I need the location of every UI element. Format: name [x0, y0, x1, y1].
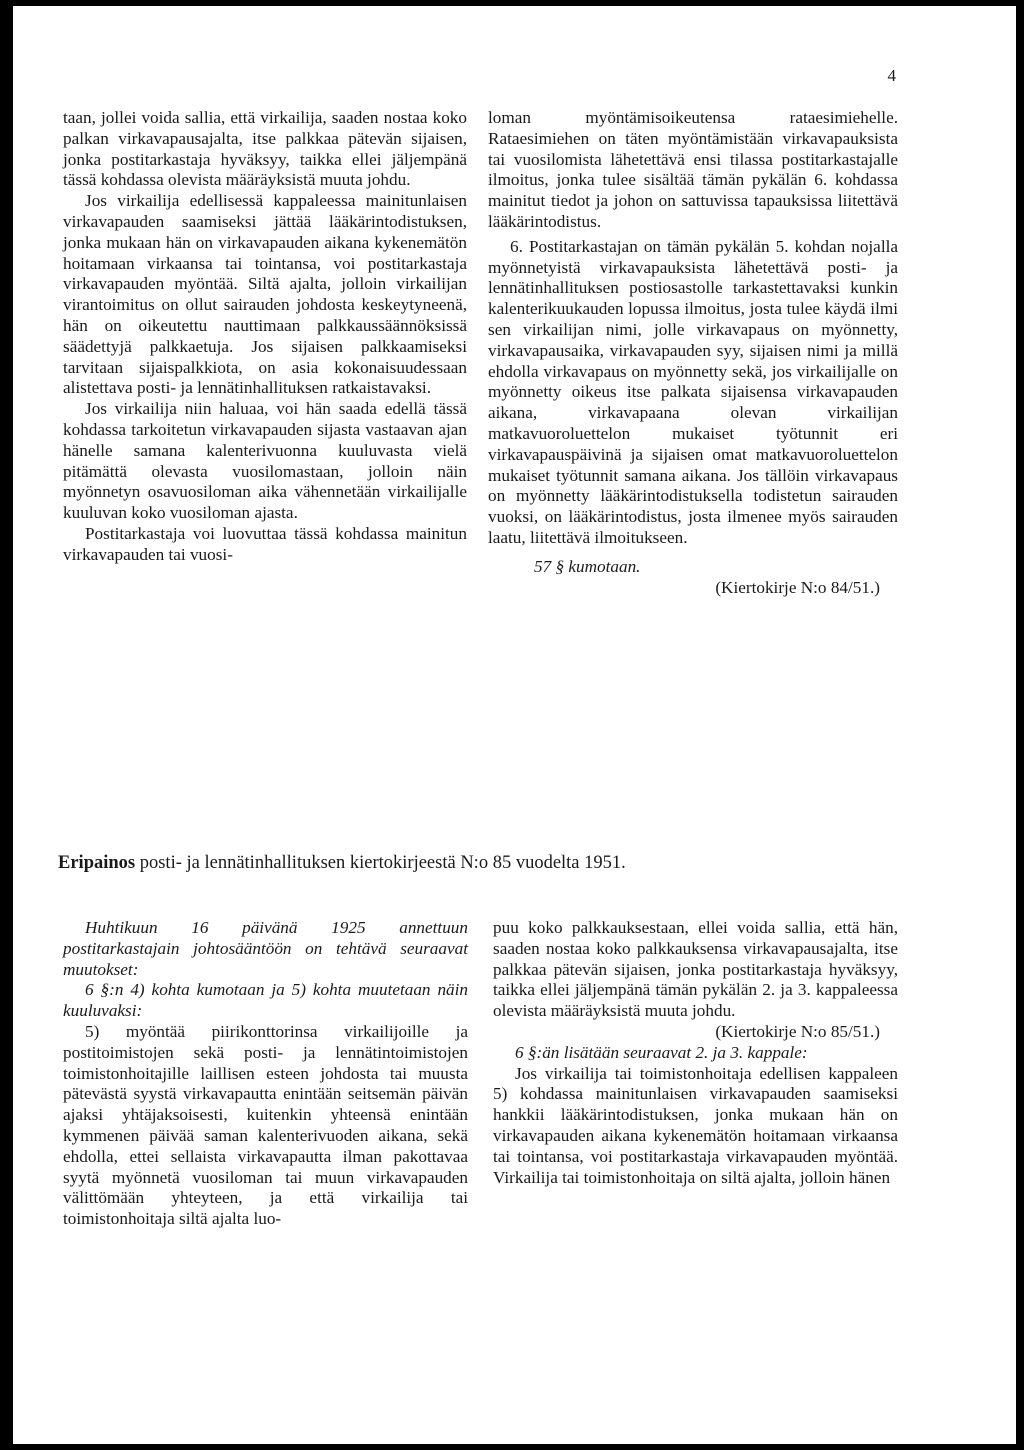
circular-reference: (Kiertokirje N:o 84/51.): [715, 577, 880, 597]
right-column-top: [488, 108, 898, 598]
paragraph: Postitarkastaja voi luovuttaa tässä kohdassa mainitun virkavapauden tai vuosi-: [63, 523, 467, 564]
paragraph: 5) myöntää piirikonttorinsa virkailijoille ja postitoimistojen sekä posti- ja lennätintoimistojen toimistonhoitajille laillisen esteen johdosta tai muusta pätevästä syystä virkavapautta enintään seitsemän päivän ajaksi yhtäjaksoisesti, kuitenkin yhteensä enintään kymmenen päivää saman kalenterivuoden aikana, sekä ehdolla, ettei sellaista virkavapautta ilman pakottavaa syytä myönnetä vuosiloman tai muun virkavapauden välittömään yhteyteen, ja että virkailija tai toimistonhoitaja siltä ajalta luo-: [63, 1021, 468, 1229]
heading-bold: Eripainos: [58, 853, 136, 873]
left-column-top: [63, 108, 467, 566]
paragraph: Jos virkailija tai toimistonhoitaja edellisen kappaleen 5) kohdassa mainitunlaisen virkavapauden saamiseksi hankkii lääkärintodistuksen, jonka mukaan hän on virkavapauden aikana kykenemätön hoitamaan virkaansa tai tointansa, voi postitarkastaja virkavapauden myöntää. Virkailija tai toimistonhoitaja on siltä ajalta, jolloin hänen: [493, 1063, 898, 1187]
heading-text: posti- ja lennätinhallituksen kiertokirjeestä N:o 85 vuodelta 1951.: [135, 853, 626, 873]
amendment-heading: 6 §:än lisätään seuraavat 2. ja 3. kappale:: [515, 1042, 808, 1062]
document-page: [8, 6, 1016, 1444]
paragraph: Jos virkailija niin haluaa, voi hän saada edellä tässä kohdassa tarkoitetun virkavapauden sijasta vastaavan ajan hänelle samana kalenterivuonna kuuluvasta vielä pitämättä olevasta vuosilomastaan, jolloin näin myönnetyn osavuosiloman aika vähennetään virkailijalle kuuluvan koko vuosiloman ajasta.: [63, 399, 467, 523]
amendment-heading: 6 §:n 4) kohta kumotaan ja 5) kohta muutetaan näin kuuluvaksi:: [63, 980, 468, 1021]
paragraph: taan, jollei voida sallia, että virkailija, saaden nostaa koko palkan virkavapausajalta, itse palkkaa pätevän sijaisen, jonka postitarkastaja hyväksyy, taikka ellei jäljempänä tässä kohdassa olevista määräyksistä muuta johdu.: [63, 108, 467, 190]
paragraph: Jos virkailija edellisessä kappaleessa mainitunlaisen virkavapauden saamiseksi jättää lääkärintodistuksen, jonka mukaan hän on virkavapauden aikana kykenemätön hoitamaan virkaansa tai tointansa, voi postitarkastaja virkavapauden myöntää. Siltä ajalta, jolloin virkailijan virantoimitus on ollut sairauden johdosta keskeytyneenä, hän on oikeutettu nauttimaan palkkaussäännöksissä säädettyjä palkkaetuja. Jos sijaisen palkkaamiseksi tarvitaan sijaispalkkiota, on asia kokonaisuudessaan alistettava posti- ja lennätinhallituksen ratkaistavaksi.: [63, 191, 467, 398]
section-reference: 57 § kumotaan.: [534, 556, 641, 576]
paragraph: loman myöntämisoikeutensa rataesimiehelle. Rataesimiehen on täten myöntämistään virkavapauksista tai vuosilomista lähetettävä ensi tilassa postitarkastajalle ilmoitus, jonka tulee sisältää tämän pykälän 6. kohdassa mainitut tiedot ja johon on sattuvissa tapauksissa liitettävä lääkärintodistus.: [488, 108, 898, 231]
left-column-bottom: [63, 918, 468, 1230]
circular-reference: (Kiertokirje N:o 85/51.): [715, 1021, 880, 1041]
right-column-bottom: [493, 918, 898, 1188]
page-number: 4: [887, 66, 896, 85]
paragraph: puu koko palkkauksestaan, ellei voida sallia, että hän, saaden nostaa koko palkkauksensa virkavapausajalta, itse palkkaa pätevän sijaisen, jonka postitarkastaja hyväksyy, taikka ellei jäljempänä tämän pykälän 2. ja 3. kappaleessa olevista määräyksistä muuta johdu.: [493, 918, 898, 1021]
reprint-heading: [58, 853, 918, 874]
paragraph: 6. Postitarkastajan on tämän pykälän 5. kohdan nojalla myönnetyistä virkavapauksista lähetettävä posti- ja lennätinhallituksen postiosastolle tarkastettavaksi kunkin kalenterikuukauden lopussa ilmoitus, josta tulee käydä ilmi sen virkailijan nimi, jolle virkavapaus on myönnetty, virkavapausaika, virkavapauden syy, sijaisen nimi ja millä ehdolla virkavapaus on myönnetty sekä, jos virkailijalle on myönnetty oikeus itse palkata sijaisensa virkavapauden aikana, virkavapaana olevan virkailijan matkavuoroluettelon mukaiset työtunnit eri virkavapauspäivinä ja sijaisen omat matkavuoroluettelon mukaiset työtunnit samana aikana. Jos tällöin virkavapaus on myönnetty lääkärintodistuksella todistetun sairauden vuoksi, on lääkärintodistus, josta ilmenee myös sairauden laatu, liitettävä ilmoitukseen.: [488, 236, 898, 547]
scan-edge: [8, 6, 13, 1444]
intro-paragraph: Huhtikuun 16 päivänä 1925 annettuun postitarkastajain johtosääntöön on tehtävä seuraavat muutokset:: [63, 918, 468, 979]
